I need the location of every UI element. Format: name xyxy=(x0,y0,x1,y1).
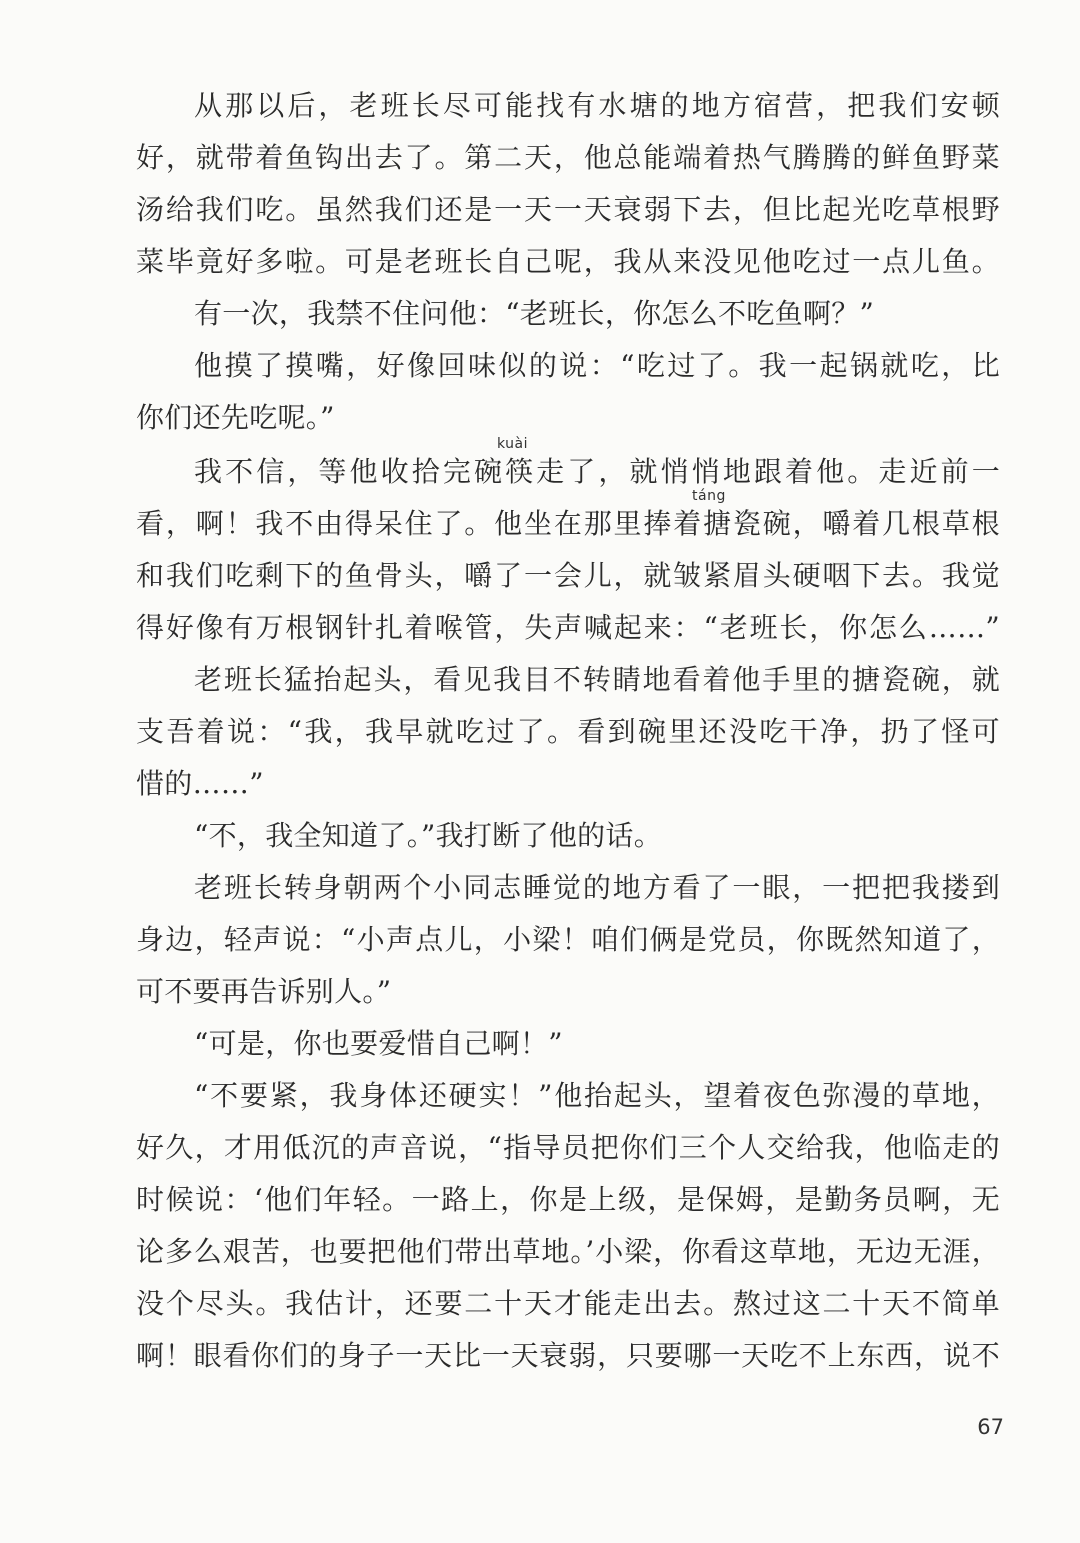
text-line: 论多么艰苦，也要把他们带出草地。’小梁，你看这草地，无边无涯， xyxy=(136,1235,1000,1268)
text-line: 时候说：‘他们年轻。一路上，你是上级，是保姆，是勤务员啊，无 xyxy=(136,1183,1000,1216)
text-line: 好久，才用低沉的声音说，“指导员把你们三个人交给我，他临走的 xyxy=(136,1131,1000,1164)
text-line: 支吾着说：“我，我早就吃过了。看到碗里还没吃干净，扔了怪可 xyxy=(136,715,1000,748)
text-line: 我不信，等他收拾完碗筷走了，就悄悄地跟着他。走近前一 xyxy=(194,455,1000,488)
pinyin-annotation: kuài xyxy=(497,436,529,452)
text-line: 得好像有万根钢针扎着喉管，失声喊起来：“老班长，你怎么……” xyxy=(136,611,1000,644)
text-line: 身边，轻声说：“小声点儿，小梁！咱们俩是党员，你既然知道了， xyxy=(136,923,1000,956)
text-line: 汤给我们吃。虽然我们还是一天一天衰弱下去，但比起光吃草根野 xyxy=(136,193,1000,226)
text-line: 看，啊！我不由得呆住了。他坐在那里捧着搪瓷碗，嚼着几根草根 xyxy=(136,507,1000,540)
page-number: 67 xyxy=(977,1415,1004,1439)
text-line: 没个尽头。我估计，还要二十天才能走出去。熬过这二十天不简单 xyxy=(136,1287,1000,1320)
text-line: 啊！眼看你们的身子一天比一天衰弱，只要哪一天吃不上东西，说不 xyxy=(136,1339,1000,1372)
text-line: “不要紧，我身体还硬实！”他抬起头，望着夜色弥漫的草地， xyxy=(194,1079,1000,1112)
pinyin-annotation: táng xyxy=(692,488,726,504)
text-line: 老班长转身朝两个小同志睡觉的地方看了一眼，一把把我搂到 xyxy=(194,871,1000,904)
text-line: 有一次，我禁不住问他：“老班长，你怎么不吃鱼啊？” xyxy=(194,297,875,330)
text-line: 可不要再告诉别人。” xyxy=(136,975,392,1008)
text-line: “不，我全知道了。”我打断了他的话。 xyxy=(194,819,663,852)
text-line: 老班长猛抬起头，看见我目不转睛地看着他手里的搪瓷碗，就 xyxy=(194,663,1000,696)
text-line: “可是，你也要爱惜自己啊！” xyxy=(194,1027,563,1060)
text-line: 和我们吃剩下的鱼骨头，嚼了一会儿，就皱紧眉头硬咽下去。我觉 xyxy=(136,559,1000,592)
text-line: 他摸了摸嘴，好像回味似的说：“吃过了。我一起锅就吃，比 xyxy=(194,349,1000,382)
text-line: 菜毕竟好多啦。可是老班长自己呢，我从来没见他吃过一点儿鱼。 xyxy=(136,245,1000,278)
text-line: 惜的……” xyxy=(136,767,264,800)
text-line: 你们还先吃呢。” xyxy=(136,401,335,434)
text-line: 好，就带着鱼钩出去了。第二天，他总能端着热气腾腾的鲜鱼野菜 xyxy=(136,141,1000,174)
text-line: 从那以后，老班长尽可能找有水塘的地方宿营，把我们安顿 xyxy=(194,89,1000,122)
